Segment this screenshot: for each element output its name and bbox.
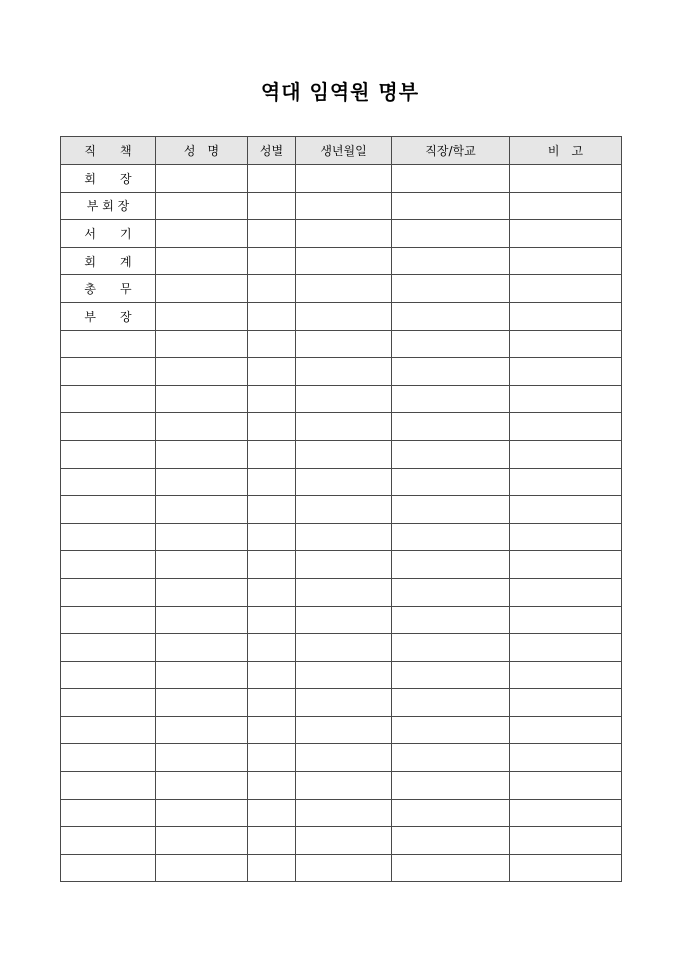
cell-workplace-school[interactable]: [392, 716, 510, 744]
cell-workplace-school[interactable]: [392, 827, 510, 855]
cell-position[interactable]: [61, 440, 156, 468]
cell-workplace-school[interactable]: [392, 468, 510, 496]
cell-gender[interactable]: [248, 468, 296, 496]
cell-birthdate[interactable]: [296, 358, 392, 386]
cell-name[interactable]: [156, 772, 248, 800]
cell-birthdate[interactable]: [296, 689, 392, 717]
cell-workplace-school[interactable]: [392, 247, 510, 275]
cell-workplace-school[interactable]: [392, 358, 510, 386]
cell-remarks[interactable]: [510, 716, 622, 744]
cell-remarks[interactable]: [510, 827, 622, 855]
cell-workplace-school[interactable]: [392, 413, 510, 441]
header-position: 직 책: [61, 137, 156, 165]
cell-birthdate[interactable]: [296, 716, 392, 744]
table-row: [61, 247, 622, 275]
cell-position[interactable]: [61, 827, 156, 855]
cell-gender[interactable]: [248, 716, 296, 744]
table-row: [61, 578, 622, 606]
cell-birthdate[interactable]: [296, 165, 392, 193]
cell-birthdate[interactable]: [296, 854, 392, 882]
cell-position[interactable]: [61, 799, 156, 827]
cell-name[interactable]: [156, 302, 248, 330]
table-row: [61, 275, 622, 303]
table-row: [61, 799, 622, 827]
cell-workplace-school[interactable]: [392, 385, 510, 413]
cell-remarks[interactable]: [510, 661, 622, 689]
cell-remarks[interactable]: [510, 606, 622, 634]
table-row: [61, 634, 622, 662]
cell-birthdate[interactable]: [296, 385, 392, 413]
cell-remarks[interactable]: [510, 275, 622, 303]
cell-name[interactable]: [156, 661, 248, 689]
cell-gender[interactable]: [248, 247, 296, 275]
cell-birthdate[interactable]: [296, 413, 392, 441]
cell-birthdate[interactable]: [296, 192, 392, 220]
cell-position[interactable]: [61, 385, 156, 413]
cell-position[interactable]: 회 장: [61, 165, 156, 193]
cell-birthdate[interactable]: [296, 220, 392, 248]
cell-position[interactable]: [61, 772, 156, 800]
table-row: [61, 496, 622, 524]
cell-birthdate[interactable]: [296, 661, 392, 689]
table-row: [61, 689, 622, 717]
cell-remarks[interactable]: [510, 523, 622, 551]
table-row: [61, 440, 622, 468]
cell-remarks[interactable]: [510, 220, 622, 248]
cell-position[interactable]: [61, 523, 156, 551]
cell-remarks[interactable]: [510, 578, 622, 606]
cell-name[interactable]: [156, 827, 248, 855]
cell-workplace-school[interactable]: [392, 220, 510, 248]
cell-gender[interactable]: [248, 799, 296, 827]
header-workplace-school: 직장/학교: [392, 137, 510, 165]
cell-workplace-school[interactable]: [392, 606, 510, 634]
cell-remarks[interactable]: [510, 551, 622, 579]
cell-name[interactable]: [156, 358, 248, 386]
cell-gender[interactable]: [248, 689, 296, 717]
cell-birthdate[interactable]: [296, 302, 392, 330]
cell-gender[interactable]: [248, 165, 296, 193]
cell-position[interactable]: [61, 468, 156, 496]
table-row: [61, 302, 622, 330]
cell-gender[interactable]: [248, 827, 296, 855]
cell-remarks[interactable]: [510, 192, 622, 220]
cell-position[interactable]: [61, 854, 156, 882]
cell-position[interactable]: [61, 716, 156, 744]
cell-remarks[interactable]: [510, 385, 622, 413]
cell-name[interactable]: [156, 247, 248, 275]
table-row: [61, 551, 622, 579]
table-row: [61, 468, 622, 496]
cell-name[interactable]: [156, 854, 248, 882]
table-row: [61, 606, 622, 634]
cell-workplace-school[interactable]: [392, 744, 510, 772]
cell-remarks[interactable]: [510, 689, 622, 717]
cell-birthdate[interactable]: [296, 634, 392, 662]
cell-position[interactable]: 부 회 장: [61, 192, 156, 220]
cell-remarks[interactable]: [510, 247, 622, 275]
cell-position[interactable]: [61, 578, 156, 606]
cell-name[interactable]: [156, 275, 248, 303]
cell-gender[interactable]: [248, 523, 296, 551]
cell-workplace-school[interactable]: [392, 192, 510, 220]
table-row: [61, 220, 622, 248]
cell-birthdate[interactable]: [296, 330, 392, 358]
cell-position[interactable]: [61, 661, 156, 689]
cell-remarks[interactable]: [510, 744, 622, 772]
cell-gender[interactable]: [248, 496, 296, 524]
cell-workplace-school[interactable]: [392, 772, 510, 800]
cell-remarks[interactable]: [510, 634, 622, 662]
table-header-row: [61, 137, 622, 165]
cell-birthdate[interactable]: [296, 247, 392, 275]
cell-position[interactable]: [61, 606, 156, 634]
cell-gender[interactable]: [248, 661, 296, 689]
cell-birthdate[interactable]: [296, 440, 392, 468]
cell-remarks[interactable]: [510, 799, 622, 827]
cell-position[interactable]: [61, 634, 156, 662]
cell-workplace-school[interactable]: [392, 661, 510, 689]
cell-gender[interactable]: [248, 854, 296, 882]
cell-name[interactable]: [156, 578, 248, 606]
cell-gender[interactable]: [248, 440, 296, 468]
cell-name[interactable]: [156, 799, 248, 827]
cell-name[interactable]: [156, 551, 248, 579]
cell-remarks[interactable]: [510, 330, 622, 358]
cell-gender[interactable]: [248, 330, 296, 358]
table-row: [61, 523, 622, 551]
cell-birthdate[interactable]: [296, 827, 392, 855]
cell-remarks[interactable]: [510, 413, 622, 441]
cell-workplace-school[interactable]: [392, 854, 510, 882]
header-birthdate: 생년월일: [296, 137, 392, 165]
cell-name[interactable]: [156, 220, 248, 248]
cell-workplace-school[interactable]: [392, 578, 510, 606]
cell-workplace-school[interactable]: [392, 440, 510, 468]
cell-name[interactable]: [156, 744, 248, 772]
cell-birthdate[interactable]: [296, 275, 392, 303]
cell-position[interactable]: [61, 744, 156, 772]
cell-workplace-school[interactable]: [392, 165, 510, 193]
table-row: [61, 716, 622, 744]
cell-name[interactable]: [156, 634, 248, 662]
cell-workplace-school[interactable]: [392, 634, 510, 662]
cell-birthdate[interactable]: [296, 523, 392, 551]
header-gender: 성별: [248, 137, 296, 165]
cell-position[interactable]: 부 장: [61, 302, 156, 330]
cell-workplace-school[interactable]: [392, 330, 510, 358]
cell-workplace-school[interactable]: [392, 275, 510, 303]
cell-position[interactable]: 회 계: [61, 247, 156, 275]
cell-position[interactable]: [61, 689, 156, 717]
cell-name[interactable]: [156, 496, 248, 524]
cell-remarks[interactable]: [510, 854, 622, 882]
table-row: [61, 358, 622, 386]
cell-name[interactable]: [156, 689, 248, 717]
cell-name[interactable]: [156, 385, 248, 413]
cell-birthdate[interactable]: [296, 744, 392, 772]
cell-name[interactable]: [156, 523, 248, 551]
cell-remarks[interactable]: [510, 302, 622, 330]
cell-birthdate[interactable]: [296, 578, 392, 606]
cell-remarks[interactable]: [510, 496, 622, 524]
cell-position[interactable]: [61, 413, 156, 441]
cell-birthdate[interactable]: [296, 496, 392, 524]
cell-remarks[interactable]: [510, 358, 622, 386]
cell-name[interactable]: [156, 165, 248, 193]
cell-position[interactable]: [61, 330, 156, 358]
officer-roster-table: [60, 136, 622, 882]
cell-workplace-school[interactable]: [392, 523, 510, 551]
cell-birthdate[interactable]: [296, 606, 392, 634]
cell-position[interactable]: 서 기: [61, 220, 156, 248]
cell-gender[interactable]: [248, 744, 296, 772]
table-body: [61, 165, 622, 882]
cell-gender[interactable]: [248, 275, 296, 303]
cell-birthdate[interactable]: [296, 551, 392, 579]
cell-gender[interactable]: [248, 220, 296, 248]
cell-gender[interactable]: [248, 385, 296, 413]
cell-gender[interactable]: [248, 578, 296, 606]
cell-workplace-school[interactable]: [392, 302, 510, 330]
table-row: [61, 385, 622, 413]
table-row: [61, 744, 622, 772]
cell-position[interactable]: [61, 496, 156, 524]
table-row: [61, 413, 622, 441]
cell-name[interactable]: [156, 468, 248, 496]
table-row: [61, 827, 622, 855]
cell-workplace-school[interactable]: [392, 689, 510, 717]
cell-gender[interactable]: [248, 634, 296, 662]
header-remarks: 비 고: [510, 137, 622, 165]
cell-name[interactable]: [156, 413, 248, 441]
cell-remarks[interactable]: [510, 440, 622, 468]
cell-remarks[interactable]: [510, 165, 622, 193]
cell-gender[interactable]: [248, 551, 296, 579]
cell-gender[interactable]: [248, 772, 296, 800]
cell-position[interactable]: 총 무: [61, 275, 156, 303]
table-row: [61, 661, 622, 689]
cell-birthdate[interactable]: [296, 468, 392, 496]
table-row: [61, 192, 622, 220]
cell-remarks[interactable]: [510, 468, 622, 496]
cell-name[interactable]: [156, 716, 248, 744]
cell-position[interactable]: [61, 358, 156, 386]
cell-workplace-school[interactable]: [392, 551, 510, 579]
cell-birthdate[interactable]: [296, 772, 392, 800]
table-row: [61, 330, 622, 358]
cell-gender[interactable]: [248, 606, 296, 634]
cell-remarks[interactable]: [510, 772, 622, 800]
table-row: [61, 854, 622, 882]
cell-name[interactable]: [156, 440, 248, 468]
cell-workplace-school[interactable]: [392, 799, 510, 827]
cell-workplace-school[interactable]: [392, 496, 510, 524]
cell-name[interactable]: [156, 330, 248, 358]
table-row: [61, 772, 622, 800]
page-title: 역대 임역원 명부: [260, 80, 420, 104]
cell-gender[interactable]: [248, 358, 296, 386]
table-row: [61, 165, 622, 193]
cell-position[interactable]: [61, 551, 156, 579]
cell-birthdate[interactable]: [296, 799, 392, 827]
cell-gender[interactable]: [248, 302, 296, 330]
cell-gender[interactable]: [248, 413, 296, 441]
cell-name[interactable]: [156, 192, 248, 220]
header-name: 성 명: [156, 137, 248, 165]
cell-name[interactable]: [156, 606, 248, 634]
cell-gender[interactable]: [248, 192, 296, 220]
